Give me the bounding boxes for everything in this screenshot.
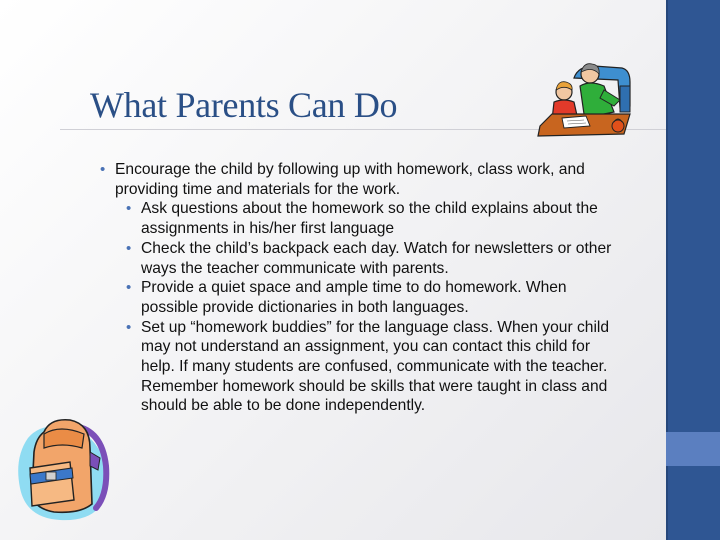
bullet-icon: • <box>126 279 132 297</box>
slide-title: What Parents Can Do <box>90 85 398 125</box>
main-bullet-text: Encourage the child by following up with homework, class work, and providing time and materials for the work. <box>115 161 585 198</box>
list-item <box>126 318 620 417</box>
accent-bar-block <box>666 432 720 466</box>
backpack-icon <box>10 408 114 528</box>
bullet-icon: • <box>126 239 132 257</box>
bullet-icon: • <box>126 318 132 336</box>
list-item <box>100 160 620 199</box>
bullet-icon: • <box>100 161 106 178</box>
slide-body <box>100 160 620 416</box>
sub-bullet-text: Provide a quiet space and ample time to do homework. When possible provide dictionaries in both languages. <box>141 279 567 316</box>
list-item <box>126 278 620 317</box>
right-accent-bar <box>666 0 720 540</box>
sub-bullet-text: Check the child’s backpack each day. Watch for newsletters or other ways the teacher communicate with parents. <box>141 239 612 277</box>
sub-bullet-text: Set up “homework buddies” for the language class. When your child may not understand an assignment, you can contact this child for help. If many students are confused, communicate with the teacher. Remember homework should be skills that were taught in class and should be able to be done independently. <box>141 318 610 415</box>
sub-bullet-text: Ask questions about the homework so the child explains about the assignments in his/her first language <box>141 200 598 238</box>
bullet-icon: • <box>126 200 132 218</box>
list-item <box>126 199 620 238</box>
parent-and-child-homework-icon <box>534 56 634 146</box>
list-item <box>126 239 620 278</box>
